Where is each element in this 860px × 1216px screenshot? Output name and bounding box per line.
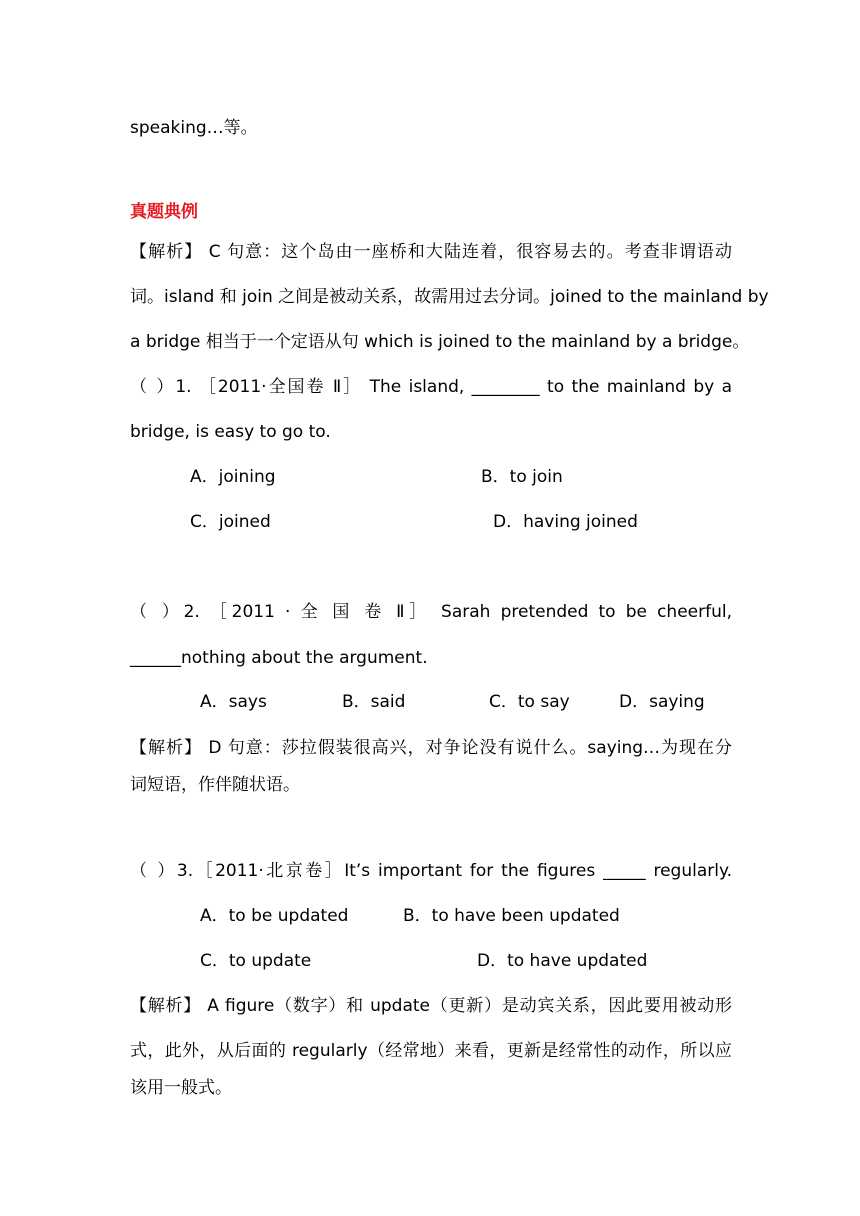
q3-analysis-line3: 该用一般式。 [130, 1078, 232, 1098]
q2-stem-line2: ______nothing about the argument. [130, 648, 428, 668]
q3-option-d: D．to have updated [477, 951, 648, 971]
q3-option-b: B．to have been updated [403, 906, 620, 926]
q3-stem-line1: （ ）3.［2011·北京卷］It’s important for the figures _____ regularly. [130, 861, 732, 881]
q3-analysis-line1: 【解析】 A figure（数字）和 update（更新）是动宾关系，因此要用被动形 [130, 996, 732, 1016]
q2-analysis-line2: 词短语，作伴随状语。 [130, 775, 300, 795]
q1-stem-line2: bridge, is easy to go to. [130, 422, 331, 442]
q1-option-b: B．to join [481, 467, 563, 487]
q2-option-c: C．to say [489, 692, 570, 712]
q2-option-a: A．says [200, 692, 267, 712]
q1-stem-line1: （ ）1. ［2011·全国卷 Ⅱ］ The island, ________ to the mainland by a [130, 377, 732, 397]
q3-option-a: A．to be updated [200, 906, 349, 926]
q2-option-d: D．saying [619, 692, 705, 712]
q3-analysis-line2: 式，此外，从后面的 regularly（经常地）来看，更新是经常性的动作，所以应 [130, 1041, 732, 1061]
q1-option-c: C．joined [190, 512, 271, 532]
q3-option-c: C．to update [200, 951, 312, 971]
q2-analysis-line1: 【解析】 D 句意：莎拉假装很高兴，对争论没有说什么。saying…为现在分 [130, 738, 732, 758]
ex1-analysis-line3: a bridge 相当于一个定语从句 which is joined to the mainland by a bridge。 [130, 332, 750, 352]
q1-option-d: D．having joined [493, 512, 638, 532]
ex1-analysis-line1: 【解析】 C 句意：这个岛由一座桥和大陆连着，很容易去的。考查非谓语动 [130, 242, 732, 262]
q2-stem-line1: （ ）2. ［2011 · 全 国 卷 Ⅱ］ Sarah pretended to be cheerful, [130, 602, 732, 622]
q2-option-b: B．said [342, 692, 406, 712]
intro-tail: speaking…等。 [130, 118, 258, 138]
section-title: 真题典例 [130, 202, 198, 222]
ex1-analysis-line2: 词。island 和 join 之间是被动关系，故需用过去分词。joined to the mainland by [130, 287, 769, 307]
q1-option-a: A．joining [190, 467, 276, 487]
